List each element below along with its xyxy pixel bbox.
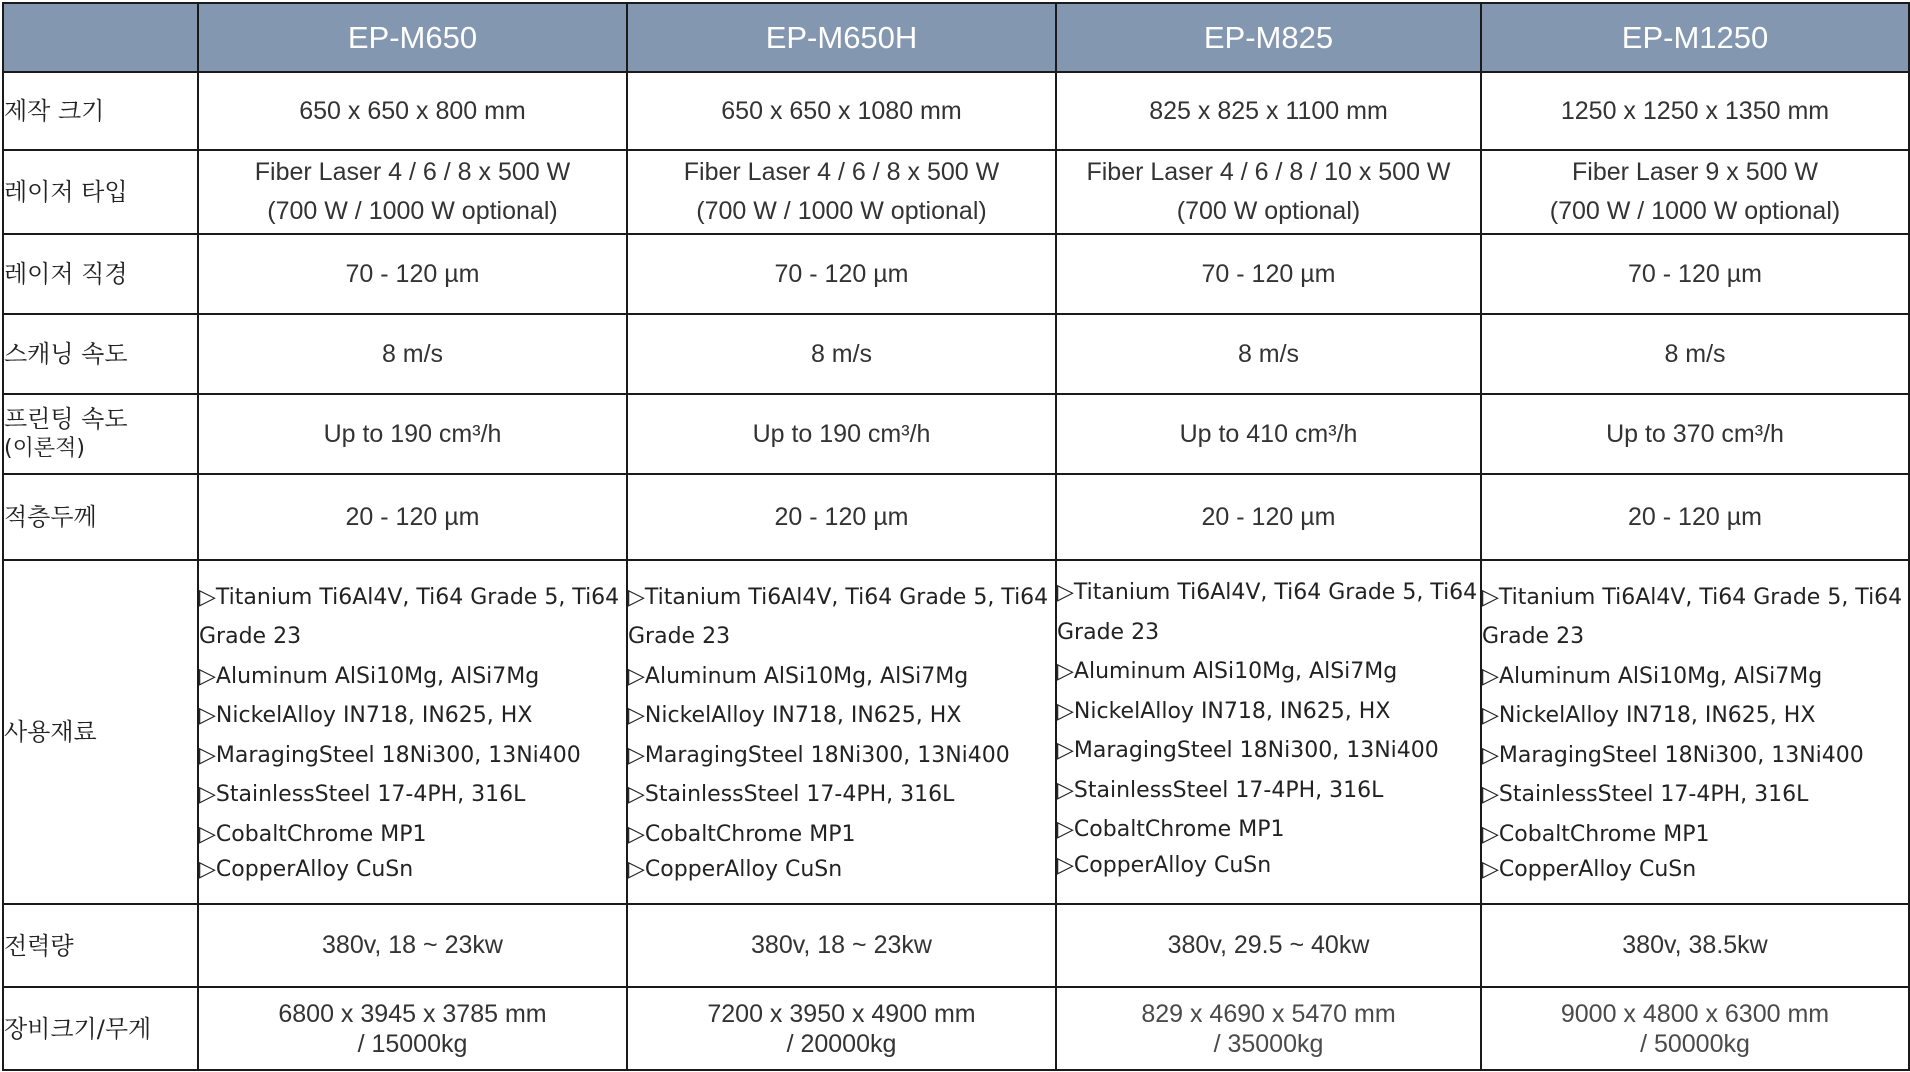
value-cell: 20 - 120 µm (1056, 474, 1481, 560)
material-item (628, 815, 1055, 855)
material-item (199, 696, 626, 736)
material-text: Titanium Ti6Al4V, Ti64 Grade 5, Ti64 Grade 23 (1057, 580, 1478, 645)
material-text: CobaltChrome MP1 (644, 821, 856, 847)
materials-cell (1056, 560, 1481, 904)
row-label: 장비크기/무게 (3, 987, 198, 1070)
material-text: StainlessSteel 17-4PH, 316L (644, 782, 955, 808)
value-cell (198, 150, 627, 234)
material-text: CobaltChrome MP1 (1073, 817, 1285, 842)
material-item (628, 775, 1055, 815)
material-item (628, 657, 1055, 697)
value-line: 7200 x 3950 x 4900 mm (707, 999, 976, 1028)
bullet-icon: ▷ (1057, 852, 1074, 878)
value-cell: 8 m/s (1481, 314, 1909, 394)
material-item (199, 736, 626, 776)
value-cell: 8 m/s (627, 314, 1056, 394)
row-label: 전력량 (3, 904, 198, 987)
bullet-icon: ▷ (1482, 857, 1499, 883)
material-text: CopperAlloy CuSn (215, 857, 414, 883)
material-text: Aluminum AlSi10Mg, AlSi7Mg (1073, 659, 1398, 684)
value-cell: 20 - 120 µm (1481, 474, 1909, 560)
bullet-icon: ▷ (628, 584, 645, 610)
spec-table (2, 2, 1910, 1071)
row-label-line: 프린팅 속도 (4, 405, 128, 433)
value-cell (1056, 987, 1481, 1070)
row-laser-diameter (3, 234, 1909, 314)
material-item (628, 696, 1055, 736)
material-item (1057, 652, 1480, 692)
material-text: StainlessSteel 17-4PH, 316L (1498, 782, 1809, 808)
bullet-icon: ▷ (1482, 782, 1499, 808)
value-line: (700 W / 1000 W optional) (1549, 197, 1841, 225)
value-cell (627, 150, 1056, 234)
value-line: / 20000kg (786, 1029, 897, 1058)
bullet-icon: ▷ (1057, 817, 1074, 842)
material-item (199, 657, 626, 697)
bullet-icon: ▷ (1057, 580, 1074, 605)
value-cell: Up to 370 cm³/h (1481, 394, 1909, 474)
material-text: Titanium Ti6Al4V, Ti64 Grade 5, Ti64 Grade 23 (628, 584, 1049, 650)
materials-cell (1481, 560, 1909, 904)
bullet-icon: ▷ (1482, 742, 1499, 768)
value-cell: 70 - 120 µm (627, 234, 1056, 314)
value-cell: 650 x 650 x 1080 mm (627, 72, 1056, 150)
value-cell: 20 - 120 µm (627, 474, 1056, 560)
value-cell: 1250 x 1250 x 1350 mm (1481, 72, 1909, 150)
header-corner (3, 3, 198, 72)
material-item (1057, 810, 1480, 850)
material-item (628, 736, 1055, 776)
material-text: Titanium Ti6Al4V, Ti64 Grade 5, Ti64 Grade 23 (1482, 584, 1903, 650)
bullet-icon: ▷ (199, 857, 216, 883)
bullet-icon: ▷ (628, 782, 645, 808)
value-line: 9000 x 4800 x 6300 mm (1560, 999, 1830, 1028)
value-cell: 70 - 120 µm (1056, 234, 1481, 314)
value-cell: 380v, 18 ~ 23kw (627, 904, 1056, 987)
value-line: / 50000kg (1640, 1029, 1750, 1058)
row-label: 사용재료 (3, 560, 198, 904)
material-item (1482, 736, 1908, 776)
value-line: (700 W optional) (1176, 197, 1361, 225)
materials-list (1057, 573, 1480, 882)
bullet-icon: ▷ (199, 663, 216, 689)
value-cell: 650 x 650 x 800 mm (198, 72, 627, 150)
material-item (199, 578, 626, 657)
value-line: / 15000kg (357, 1029, 468, 1058)
row-materials (3, 560, 1909, 904)
materials-cell (627, 560, 1056, 904)
value-line: Fiber Laser 4 / 6 / 8 x 500 W (254, 158, 571, 186)
row-label (3, 394, 198, 474)
value-cell (1481, 150, 1909, 234)
bullet-icon: ▷ (199, 782, 216, 808)
value-cell: 70 - 120 µm (198, 234, 627, 314)
value-cell (198, 987, 627, 1070)
material-item (628, 854, 1055, 886)
material-item (1482, 854, 1908, 886)
value-cell: Up to 190 cm³/h (198, 394, 627, 474)
value-line: 6800 x 3945 x 3785 mm (278, 999, 547, 1028)
value-cell: 380v, 38.5kw (1481, 904, 1909, 987)
material-item (199, 854, 626, 886)
material-item (1057, 850, 1480, 882)
value-cell: 8 m/s (1056, 314, 1481, 394)
material-item (1482, 657, 1908, 697)
bullet-icon: ▷ (628, 857, 645, 883)
model-header: EP-M1250 (1481, 3, 1909, 72)
row-layer-thickness (3, 474, 1909, 560)
value-cell: 70 - 120 µm (1481, 234, 1909, 314)
material-text: Aluminum AlSi10Mg, AlSi7Mg (215, 663, 540, 689)
bullet-icon: ▷ (1482, 584, 1499, 610)
material-text: CopperAlloy CuSn (644, 857, 843, 883)
value-cell: Up to 410 cm³/h (1056, 394, 1481, 474)
bullet-icon: ▷ (628, 663, 645, 689)
row-label: 적층두께 (3, 474, 198, 560)
material-text: MaragingSteel 18Ni300, 13Ni400 (1073, 738, 1439, 763)
material-item (1482, 775, 1908, 815)
row-scanning-speed (3, 314, 1909, 394)
material-text: CobaltChrome MP1 (215, 821, 427, 847)
materials-list (199, 578, 626, 887)
bullet-icon: ▷ (628, 703, 645, 729)
material-text: Aluminum AlSi10Mg, AlSi7Mg (1498, 663, 1823, 689)
value-cell: 8 m/s (198, 314, 627, 394)
materials-cell (198, 560, 627, 904)
value-line: (700 W / 1000 W optional) (696, 197, 987, 225)
value-cell (1056, 150, 1481, 234)
material-text: MaragingSteel 18Ni300, 13Ni400 (215, 742, 581, 768)
row-printing-speed (3, 394, 1909, 474)
value-cell (627, 987, 1056, 1070)
value-cell: 20 - 120 µm (198, 474, 627, 560)
row-laser-type (3, 150, 1909, 234)
material-text: CopperAlloy CuSn (1498, 857, 1697, 883)
material-text: StainlessSteel 17-4PH, 316L (1073, 777, 1384, 803)
bullet-icon: ▷ (1482, 663, 1499, 689)
bullet-icon: ▷ (199, 703, 216, 729)
bullet-icon: ▷ (628, 821, 645, 847)
row-label: 레이저 직경 (3, 234, 198, 314)
material-item (628, 578, 1055, 657)
material-item (1057, 771, 1480, 811)
materials-list (628, 578, 1055, 887)
row-equipment-size (3, 987, 1909, 1070)
material-item (1057, 731, 1480, 771)
bullet-icon: ▷ (1057, 698, 1074, 724)
material-text: NickelAlloy IN718, IN625, HX (1073, 698, 1391, 724)
bullet-icon: ▷ (628, 742, 645, 768)
material-text: Aluminum AlSi10Mg, AlSi7Mg (644, 663, 969, 689)
value-line: (700 W / 1000 W optional) (267, 197, 558, 225)
row-build-size (3, 72, 1909, 150)
material-text: MaragingSteel 18Ni300, 13Ni400 (644, 742, 1010, 768)
material-text: CobaltChrome MP1 (1498, 821, 1710, 847)
value-cell (1481, 987, 1909, 1070)
model-header: EP-M825 (1056, 3, 1481, 72)
material-item (199, 815, 626, 855)
material-item (1057, 573, 1480, 652)
value-cell: 380v, 29.5 ~ 40kw (1056, 904, 1481, 987)
materials-list (1482, 578, 1908, 887)
material-text: NickelAlloy IN718, IN625, HX (1498, 703, 1816, 729)
model-header: EP-M650H (627, 3, 1056, 72)
row-label: 스캐닝 속도 (3, 314, 198, 394)
value-line: 829 x 4690 x 5470 mm (1141, 999, 1396, 1028)
bullet-icon: ▷ (199, 742, 216, 768)
material-text: MaragingSteel 18Ni300, 13Ni400 (1498, 742, 1864, 768)
bullet-icon: ▷ (1057, 659, 1074, 684)
value-line: Fiber Laser 4 / 6 / 8 x 500 W (683, 158, 1000, 186)
bullet-icon: ▷ (1057, 777, 1074, 803)
material-text: NickelAlloy IN718, IN625, HX (215, 703, 533, 729)
header-row (3, 3, 1909, 72)
row-label-line: (이론적) (4, 436, 85, 461)
bullet-icon: ▷ (199, 584, 216, 610)
row-power (3, 904, 1909, 987)
material-item (1482, 578, 1908, 657)
bullet-icon: ▷ (1057, 738, 1074, 763)
value-line: Fiber Laser 4 / 6 / 8 / 10 x 500 W (1086, 158, 1451, 186)
value-line: Fiber Laser 9 x 500 W (1572, 158, 1818, 186)
material-text: NickelAlloy IN718, IN625, HX (644, 703, 962, 729)
material-text: CopperAlloy CuSn (1073, 852, 1272, 878)
material-item (1482, 696, 1908, 736)
row-label: 제작 크기 (3, 72, 198, 150)
material-text: Titanium Ti6Al4V, Ti64 Grade 5, Ti64 Grade 23 (199, 584, 620, 650)
value-line: / 35000kg (1213, 1029, 1324, 1058)
bullet-icon: ▷ (1482, 821, 1499, 847)
value-cell: Up to 190 cm³/h (627, 394, 1056, 474)
material-item (1482, 815, 1908, 855)
model-header: EP-M650 (198, 3, 627, 72)
row-label: 레이저 타입 (3, 150, 198, 234)
value-cell: 825 x 825 x 1100 mm (1056, 72, 1481, 150)
material-item (1057, 692, 1480, 732)
bullet-icon: ▷ (199, 821, 216, 847)
material-text: StainlessSteel 17-4PH, 316L (215, 782, 526, 808)
material-item (199, 775, 626, 815)
value-cell: 380v, 18 ~ 23kw (198, 904, 627, 987)
bullet-icon: ▷ (1482, 703, 1499, 729)
